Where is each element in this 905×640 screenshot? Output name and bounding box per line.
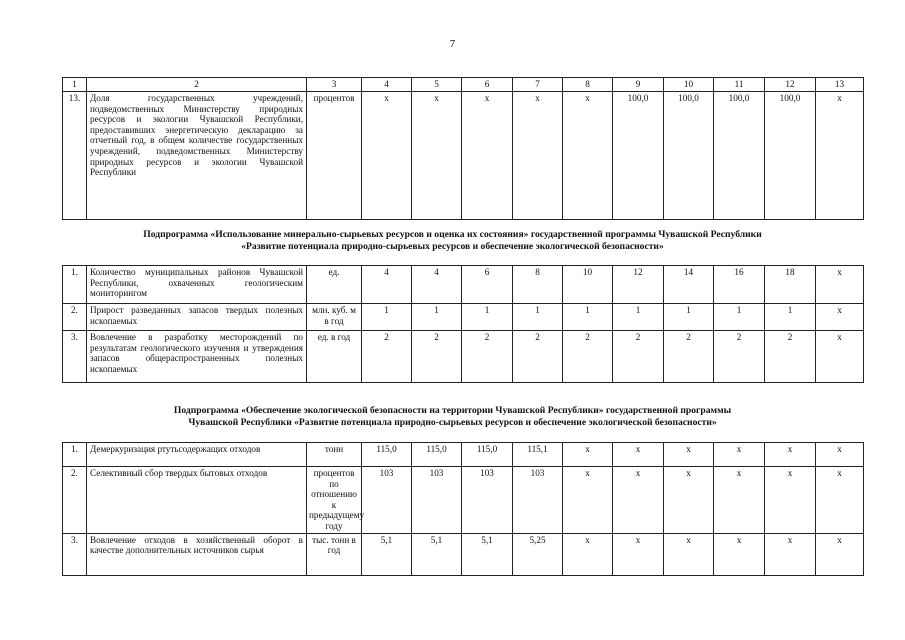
block2-body xyxy=(63,266,864,383)
unit-of-measure: тонн xyxy=(307,443,362,467)
indicator-value: х xyxy=(765,467,816,534)
indicator-value: х xyxy=(412,92,462,220)
column-number: 11 xyxy=(714,78,765,92)
indicator-value: х xyxy=(714,443,765,467)
indicator-value: х xyxy=(613,467,664,534)
indicator-value: х xyxy=(563,467,613,534)
indicator-value: 5,1 xyxy=(462,533,513,575)
subprogram-title-mineral-resources xyxy=(40,229,865,253)
indicator-value: х xyxy=(664,443,714,467)
indicator-value: х xyxy=(816,331,864,383)
block3-body xyxy=(63,443,864,576)
table-row xyxy=(63,467,864,534)
indicator-value: х xyxy=(816,443,864,467)
subprogram-title-line: «Развитие потенциала природно-сырьевых ресурсов и обеспечение экологической безопасности» xyxy=(241,241,664,252)
row-number: 13. xyxy=(63,92,87,220)
indicator-value: 115,0 xyxy=(362,443,412,467)
indicator-value: 2 xyxy=(765,331,816,383)
indicator-value: 2 xyxy=(462,331,513,383)
unit-of-measure: тыс. тонн в год xyxy=(307,533,362,575)
indicator-value: х xyxy=(816,92,864,220)
indicator-value: 100,0 xyxy=(613,92,664,220)
column-number: 2 xyxy=(87,78,307,92)
indicators-table-part-2 xyxy=(62,265,864,383)
indicator-value: х xyxy=(362,92,412,220)
indicator-value: 115,0 xyxy=(462,443,513,467)
indicator-value: 10 xyxy=(563,266,613,304)
indicator-value: х xyxy=(816,266,864,304)
indicator-value: 5,25 xyxy=(513,533,563,575)
indicator-value: 4 xyxy=(412,266,462,304)
unit-of-measure: млн. куб. м в год xyxy=(307,304,362,331)
indicator-value: 103 xyxy=(513,467,563,534)
block1-body xyxy=(63,78,864,220)
row-number: 1. xyxy=(63,443,87,467)
indicator-value: 1 xyxy=(513,304,563,331)
indicator-value: 115,1 xyxy=(513,443,563,467)
indicator-value: 14 xyxy=(664,266,714,304)
indicator-value: 1 xyxy=(765,304,816,331)
indicator-value: х xyxy=(714,533,765,575)
indicator-value: 1 xyxy=(563,304,613,331)
table-row xyxy=(63,266,864,304)
indicator-name: Прирост разведанных запасов твердых полезных ископаемых xyxy=(87,304,307,331)
row-number: 3. xyxy=(63,331,87,383)
unit-of-measure: процентов xyxy=(307,92,362,220)
subprogram-title-ecological-safety xyxy=(40,405,865,429)
indicator-value: х xyxy=(462,92,513,220)
subprogram-title-line: Чувашской Республики «Развитие потенциала природно-сырьевых ресурсов и обеспечение экологической безопасности» xyxy=(188,417,717,428)
indicator-value: х xyxy=(563,92,613,220)
unit-of-measure: процентов по отношению к предыдущему году xyxy=(307,467,362,534)
indicator-value: 103 xyxy=(412,467,462,534)
column-number: 4 xyxy=(362,78,412,92)
row-number: 2. xyxy=(63,467,87,534)
table-row xyxy=(63,92,864,220)
indicator-value: 18 xyxy=(765,266,816,304)
table-row xyxy=(63,331,864,383)
column-number: 12 xyxy=(765,78,816,92)
indicator-value: 2 xyxy=(714,331,765,383)
indicator-value: х xyxy=(613,533,664,575)
indicator-name: Количество муниципальных районов Чувашской Республики, охваченных геологическим мониторингом xyxy=(87,266,307,304)
indicator-value: х xyxy=(563,443,613,467)
indicator-value: 100,0 xyxy=(714,92,765,220)
indicator-name: Вовлечение в разработку месторождений по результатам геологического изучения и утверждения запасов общераспространенных полезных ископаемых xyxy=(87,331,307,383)
subprogram-title-line: Подпрограмма «Использование минерально-сырьевых ресурсов и оценка их состояния» государственной программы Чувашской Республики xyxy=(143,229,762,240)
indicator-value: 100,0 xyxy=(765,92,816,220)
indicator-value: х xyxy=(664,467,714,534)
indicator-value: х xyxy=(613,443,664,467)
indicators-table-part-3 xyxy=(62,442,864,576)
subprogram-title-line: Подпрограмма «Обеспечение экологической безопасности на территории Чувашской Республики» государственной программы xyxy=(173,405,732,416)
column-number: 8 xyxy=(563,78,613,92)
indicator-name: Демеркуризация ртутьсодержащих отходов xyxy=(87,443,307,467)
column-number: 1 xyxy=(63,78,87,92)
indicator-value: 2 xyxy=(664,331,714,383)
indicator-value: 5,1 xyxy=(412,533,462,575)
indicator-value: 2 xyxy=(563,331,613,383)
indicator-value: 4 xyxy=(362,266,412,304)
column-number: 6 xyxy=(462,78,513,92)
table-row xyxy=(63,304,864,331)
indicator-value: 2 xyxy=(613,331,664,383)
indicator-value: 2 xyxy=(513,331,563,383)
indicator-value: 2 xyxy=(412,331,462,383)
row-number: 1. xyxy=(63,266,87,304)
indicator-value: х xyxy=(563,533,613,575)
indicator-value: 103 xyxy=(462,467,513,534)
indicator-value: 1 xyxy=(462,304,513,331)
column-number: 7 xyxy=(513,78,563,92)
indicator-value: 1 xyxy=(362,304,412,331)
indicator-name: Вовлечение отходов в хозяйственный оборот в качестве дополнительных источников сырья xyxy=(87,533,307,575)
indicators-table-part-1 xyxy=(62,77,864,220)
indicator-value: 8 xyxy=(513,266,563,304)
indicator-value: х xyxy=(765,533,816,575)
table-row xyxy=(63,443,864,467)
table-row xyxy=(63,533,864,575)
indicator-value: 1 xyxy=(714,304,765,331)
page-number: 7 xyxy=(449,38,456,50)
indicator-value: 115,0 xyxy=(412,443,462,467)
column-number-row xyxy=(63,78,864,92)
indicator-value: х xyxy=(816,467,864,534)
indicator-value: х xyxy=(513,92,563,220)
indicator-value: х xyxy=(816,304,864,331)
indicator-value: 1 xyxy=(613,304,664,331)
indicator-value: х xyxy=(765,443,816,467)
indicator-value: 2 xyxy=(362,331,412,383)
indicator-name: Доля государственных учреждений, подведомственных Министерству природных ресурсов и экологии Чувашской Республики, предоставивших энергетическую декларацию за отчетный год, в общем количестве государственных учреждений, подведомственных Министерству природных ресурсов и экологии Чувашской Республики xyxy=(87,92,307,220)
column-number: 9 xyxy=(613,78,664,92)
indicator-value: х xyxy=(816,533,864,575)
indicator-value: х xyxy=(664,533,714,575)
unit-of-measure: ед. в год xyxy=(307,331,362,383)
indicator-name: Селективный сбор твердых бытовых отходов xyxy=(87,467,307,534)
column-number: 10 xyxy=(664,78,714,92)
indicator-value: 16 xyxy=(714,266,765,304)
column-number: 3 xyxy=(307,78,362,92)
indicator-value: 6 xyxy=(462,266,513,304)
column-number: 5 xyxy=(412,78,462,92)
indicator-value: 5,1 xyxy=(362,533,412,575)
indicator-value: х xyxy=(714,467,765,534)
indicator-value: 103 xyxy=(362,467,412,534)
indicator-value: 12 xyxy=(613,266,664,304)
indicator-value: 1 xyxy=(412,304,462,331)
column-number: 13 xyxy=(816,78,864,92)
row-number: 2. xyxy=(63,304,87,331)
unit-of-measure: ед. xyxy=(307,266,362,304)
indicator-value: 100,0 xyxy=(664,92,714,220)
row-number: 3. xyxy=(63,533,87,575)
indicator-value: 1 xyxy=(664,304,714,331)
